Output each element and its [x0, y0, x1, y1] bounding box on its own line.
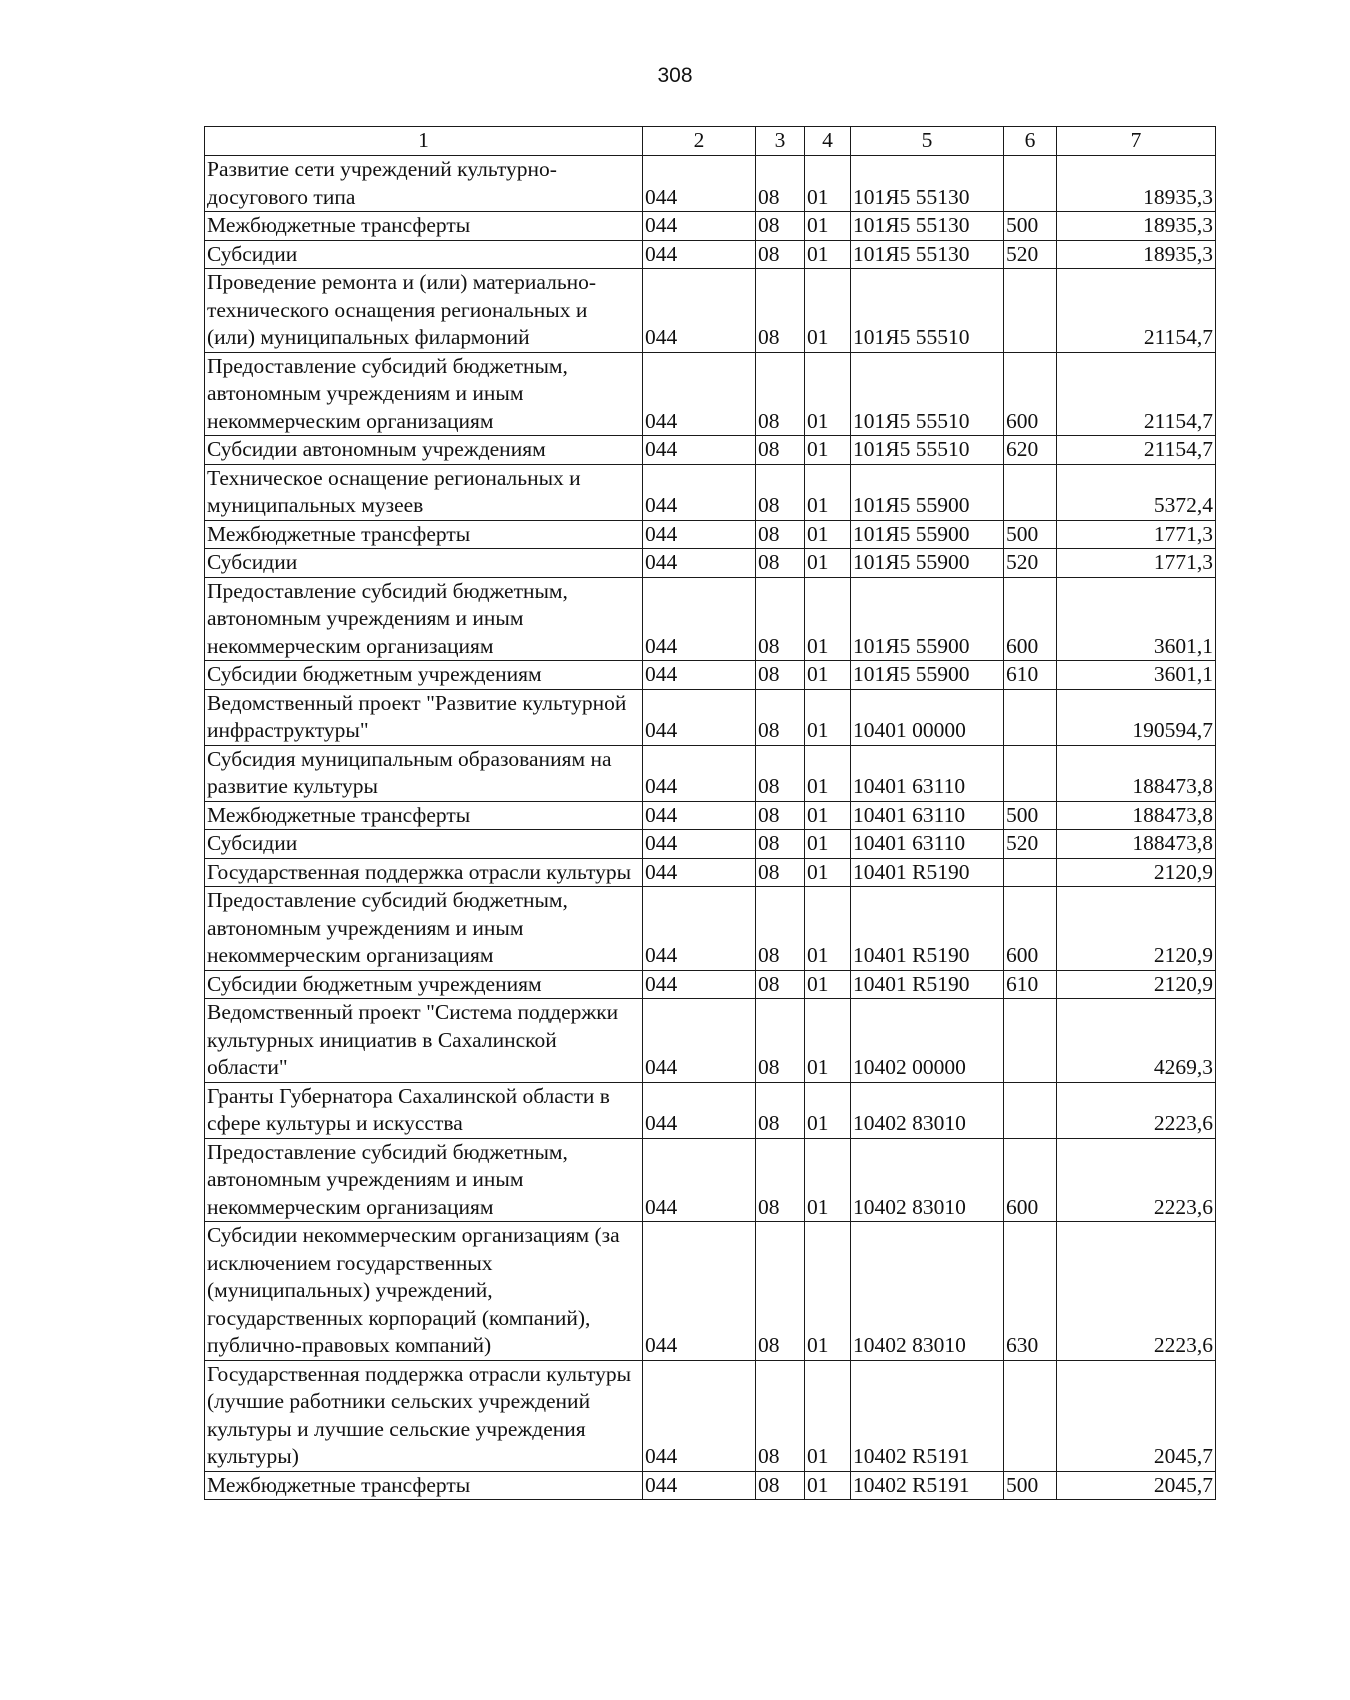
row-cell-3: 08 [756, 436, 805, 465]
row-cell-6 [1004, 156, 1057, 212]
row-cell-5: 10401 00000 [851, 689, 1004, 745]
row-cell-4: 01 [805, 970, 851, 999]
row-cell-2: 044 [643, 887, 756, 971]
row-amount-cell: 2120,9 [1057, 887, 1216, 971]
table-row [205, 1222, 1216, 1361]
row-cell-2: 044 [643, 352, 756, 436]
table-row [205, 970, 1216, 999]
row-cell-3: 08 [756, 745, 805, 801]
row-cell-3: 08 [756, 577, 805, 661]
table-row [205, 661, 1216, 690]
row-cell-3: 08 [756, 999, 805, 1083]
row-amount-cell: 2045,7 [1057, 1471, 1216, 1500]
row-cell-3: 08 [756, 801, 805, 830]
row-cell-5: 101Я5 55900 [851, 549, 1004, 578]
table-row [205, 436, 1216, 465]
row-cell-4: 01 [805, 212, 851, 241]
row-cell-4: 01 [805, 1222, 851, 1361]
row-cell-4: 01 [805, 830, 851, 859]
row-cell-3: 08 [756, 269, 805, 353]
row-cell-6: 500 [1004, 212, 1057, 241]
header-cell-5: 5 [851, 127, 1004, 156]
row-amount-cell: 2223,6 [1057, 1138, 1216, 1222]
row-cell-4: 01 [805, 661, 851, 690]
row-cell-6: 610 [1004, 970, 1057, 999]
row-cell-4: 01 [805, 352, 851, 436]
row-amount-cell: 2120,9 [1057, 858, 1216, 887]
row-cell-5: 101Я5 55900 [851, 661, 1004, 690]
row-name-cell: Межбюджетные трансферты [205, 212, 643, 241]
row-cell-6 [1004, 1082, 1057, 1138]
row-cell-2: 044 [643, 1360, 756, 1471]
row-cell-6: 500 [1004, 1471, 1057, 1500]
row-cell-2: 044 [643, 801, 756, 830]
row-cell-6: 500 [1004, 520, 1057, 549]
row-cell-6: 600 [1004, 577, 1057, 661]
row-cell-3: 08 [756, 1082, 805, 1138]
row-cell-6: 630 [1004, 1222, 1057, 1361]
row-amount-cell: 18935,3 [1057, 240, 1216, 269]
row-amount-cell: 1771,3 [1057, 520, 1216, 549]
row-cell-6: 620 [1004, 436, 1057, 465]
row-cell-2: 044 [643, 212, 756, 241]
header-cell-7: 7 [1057, 127, 1216, 156]
row-amount-cell: 21154,7 [1057, 352, 1216, 436]
row-amount-cell: 4269,3 [1057, 999, 1216, 1083]
row-cell-2: 044 [643, 240, 756, 269]
row-cell-3: 08 [756, 1138, 805, 1222]
row-cell-2: 044 [643, 661, 756, 690]
row-name-cell: Государственная поддержка отрасли культуры (лучшие работники сельских учреждений культуры и лучшие сельские учреждения культуры) [205, 1360, 643, 1471]
row-cell-2: 044 [643, 858, 756, 887]
row-cell-6 [1004, 1360, 1057, 1471]
budget-table [204, 126, 1216, 1500]
row-cell-6: 600 [1004, 887, 1057, 971]
row-name-cell: Субсидии некоммерческим организациям (за исключением государственных (муниципальных) учреждений, государственных корпораций (компаний), публично-правовых компаний) [205, 1222, 643, 1361]
row-name-cell: Техническое оснащение региональных и муниципальных музеев [205, 464, 643, 520]
row-name-cell: Предоставление субсидий бюджетным, автономным учреждениям и иным некоммерческим организациям [205, 352, 643, 436]
row-cell-5: 101Я5 55130 [851, 212, 1004, 241]
table-row [205, 1082, 1216, 1138]
row-cell-4: 01 [805, 1138, 851, 1222]
row-name-cell: Межбюджетные трансферты [205, 520, 643, 549]
row-cell-5: 10402 00000 [851, 999, 1004, 1083]
row-name-cell: Предоставление субсидий бюджетным, автономным учреждениям и иным некоммерческим организациям [205, 1138, 643, 1222]
row-cell-4: 01 [805, 1360, 851, 1471]
row-cell-5: 10401 63110 [851, 830, 1004, 859]
row-amount-cell: 2223,6 [1057, 1082, 1216, 1138]
row-cell-3: 08 [756, 212, 805, 241]
row-cell-2: 044 [643, 830, 756, 859]
row-cell-5: 10401 63110 [851, 745, 1004, 801]
row-cell-4: 01 [805, 577, 851, 661]
row-cell-4: 01 [805, 745, 851, 801]
row-cell-5: 101Я5 55900 [851, 577, 1004, 661]
row-cell-4: 01 [805, 464, 851, 520]
table-header-row [205, 127, 1216, 156]
row-cell-3: 08 [756, 661, 805, 690]
row-cell-6: 520 [1004, 549, 1057, 578]
row-name-cell: Субсидии [205, 830, 643, 859]
row-amount-cell: 2120,9 [1057, 970, 1216, 999]
table-row [205, 577, 1216, 661]
header-cell-4: 4 [805, 127, 851, 156]
row-name-cell: Субсидии бюджетным учреждениям [205, 661, 643, 690]
row-cell-4: 01 [805, 1471, 851, 1500]
row-name-cell: Предоставление субсидий бюджетным, автономным учреждениям и иным некоммерческим организациям [205, 577, 643, 661]
row-amount-cell: 5372,4 [1057, 464, 1216, 520]
row-cell-3: 08 [756, 858, 805, 887]
row-cell-3: 08 [756, 830, 805, 859]
row-cell-5: 10401 R5190 [851, 887, 1004, 971]
row-cell-2: 044 [643, 999, 756, 1083]
table-row [205, 745, 1216, 801]
header-cell-3: 3 [756, 127, 805, 156]
table-row [205, 464, 1216, 520]
row-cell-5: 101Я5 55900 [851, 464, 1004, 520]
table-row [205, 269, 1216, 353]
row-name-cell: Развитие сети учреждений культурно-досугового типа [205, 156, 643, 212]
row-cell-4: 01 [805, 436, 851, 465]
row-name-cell: Межбюджетные трансферты [205, 801, 643, 830]
header-cell-2: 2 [643, 127, 756, 156]
row-name-cell: Субсидии автономным учреждениям [205, 436, 643, 465]
row-cell-3: 08 [756, 464, 805, 520]
row-cell-3: 08 [756, 520, 805, 549]
page-number: 308 [657, 64, 693, 87]
table-row [205, 352, 1216, 436]
table-row [205, 212, 1216, 241]
row-cell-5: 101Я5 55130 [851, 240, 1004, 269]
table-row [205, 887, 1216, 971]
row-amount-cell: 1771,3 [1057, 549, 1216, 578]
table-row [205, 240, 1216, 269]
row-cell-2: 044 [643, 549, 756, 578]
row-cell-6: 600 [1004, 1138, 1057, 1222]
row-cell-4: 01 [805, 999, 851, 1083]
row-name-cell: Субсидии [205, 240, 643, 269]
row-cell-5: 10402 R5191 [851, 1471, 1004, 1500]
row-amount-cell: 21154,7 [1057, 436, 1216, 465]
row-cell-5: 10401 R5190 [851, 970, 1004, 999]
table-row [205, 830, 1216, 859]
row-name-cell: Предоставление субсидий бюджетным, автономным учреждениям и иным некоммерческим организациям [205, 887, 643, 971]
row-name-cell: Субсидии [205, 549, 643, 578]
row-cell-4: 01 [805, 240, 851, 269]
row-cell-2: 044 [643, 577, 756, 661]
row-cell-6: 610 [1004, 661, 1057, 690]
row-name-cell: Государственная поддержка отрасли культуры [205, 858, 643, 887]
row-cell-6: 520 [1004, 240, 1057, 269]
row-cell-2: 044 [643, 1138, 756, 1222]
row-cell-2: 044 [643, 745, 756, 801]
table-row [205, 858, 1216, 887]
row-cell-6: 500 [1004, 801, 1057, 830]
row-amount-cell: 3601,1 [1057, 661, 1216, 690]
row-cell-5: 10402 83010 [851, 1082, 1004, 1138]
row-cell-3: 08 [756, 1222, 805, 1361]
header-cell-1: 1 [205, 127, 643, 156]
row-cell-5: 10402 83010 [851, 1138, 1004, 1222]
row-cell-5: 101Я5 55900 [851, 520, 1004, 549]
row-cell-6: 600 [1004, 352, 1057, 436]
row-amount-cell: 2223,6 [1057, 1222, 1216, 1361]
row-cell-2: 044 [643, 436, 756, 465]
row-cell-4: 01 [805, 520, 851, 549]
row-cell-4: 01 [805, 156, 851, 212]
row-cell-2: 044 [643, 464, 756, 520]
row-cell-3: 08 [756, 549, 805, 578]
row-cell-2: 044 [643, 1222, 756, 1361]
row-cell-4: 01 [805, 269, 851, 353]
row-amount-cell: 21154,7 [1057, 269, 1216, 353]
row-cell-3: 08 [756, 970, 805, 999]
row-cell-6 [1004, 689, 1057, 745]
row-cell-6 [1004, 745, 1057, 801]
row-cell-5: 101Я5 55130 [851, 156, 1004, 212]
table-row [205, 801, 1216, 830]
row-amount-cell: 188473,8 [1057, 745, 1216, 801]
row-amount-cell: 18935,3 [1057, 212, 1216, 241]
row-name-cell: Межбюджетные трансферты [205, 1471, 643, 1500]
row-cell-2: 044 [643, 269, 756, 353]
row-cell-3: 08 [756, 156, 805, 212]
row-cell-4: 01 [805, 801, 851, 830]
row-cell-3: 08 [756, 240, 805, 269]
row-name-cell: Ведомственный проект "Система поддержки культурных инициатив в Сахалинской области" [205, 999, 643, 1083]
table-row [205, 689, 1216, 745]
table-row [205, 1360, 1216, 1471]
row-amount-cell: 2045,7 [1057, 1360, 1216, 1471]
row-cell-6 [1004, 464, 1057, 520]
row-cell-2: 044 [643, 1082, 756, 1138]
header-cell-6: 6 [1004, 127, 1057, 156]
row-cell-5: 10401 R5190 [851, 858, 1004, 887]
row-name-cell: Проведение ремонта и (или) материально-технического оснащения региональных и (или) муниципальных филармоний [205, 269, 643, 353]
row-cell-6: 520 [1004, 830, 1057, 859]
row-cell-3: 08 [756, 1360, 805, 1471]
row-cell-3: 08 [756, 352, 805, 436]
row-cell-2: 044 [643, 689, 756, 745]
row-cell-5: 101Я5 55510 [851, 352, 1004, 436]
row-cell-5: 10402 R5191 [851, 1360, 1004, 1471]
row-cell-3: 08 [756, 887, 805, 971]
row-name-cell: Ведомственный проект "Развитие культурной инфраструктуры" [205, 689, 643, 745]
row-cell-6 [1004, 858, 1057, 887]
row-cell-5: 101Я5 55510 [851, 269, 1004, 353]
row-cell-5: 10402 83010 [851, 1222, 1004, 1361]
row-cell-4: 01 [805, 549, 851, 578]
table-row [205, 156, 1216, 212]
row-amount-cell: 188473,8 [1057, 801, 1216, 830]
row-cell-5: 10401 63110 [851, 801, 1004, 830]
row-amount-cell: 3601,1 [1057, 577, 1216, 661]
table-row [205, 1138, 1216, 1222]
table-row [205, 520, 1216, 549]
row-cell-3: 08 [756, 689, 805, 745]
row-cell-2: 044 [643, 970, 756, 999]
row-cell-4: 01 [805, 1082, 851, 1138]
row-cell-2: 044 [643, 156, 756, 212]
row-cell-4: 01 [805, 858, 851, 887]
table-body [205, 127, 1216, 1500]
table-row [205, 549, 1216, 578]
row-cell-3: 08 [756, 1471, 805, 1500]
row-cell-4: 01 [805, 887, 851, 971]
row-name-cell: Субсидия муниципальным образованиям на развитие культуры [205, 745, 643, 801]
row-cell-6 [1004, 999, 1057, 1083]
row-cell-2: 044 [643, 520, 756, 549]
row-amount-cell: 190594,7 [1057, 689, 1216, 745]
table-row [205, 1471, 1216, 1500]
row-cell-2: 044 [643, 1471, 756, 1500]
row-name-cell: Гранты Губернатора Сахалинской области в сфере культуры и искусства [205, 1082, 643, 1138]
row-cell-5: 101Я5 55510 [851, 436, 1004, 465]
row-amount-cell: 18935,3 [1057, 156, 1216, 212]
row-cell-6 [1004, 269, 1057, 353]
table-row [205, 999, 1216, 1083]
row-amount-cell: 188473,8 [1057, 830, 1216, 859]
row-name-cell: Субсидии бюджетным учреждениям [205, 970, 643, 999]
row-cell-4: 01 [805, 689, 851, 745]
